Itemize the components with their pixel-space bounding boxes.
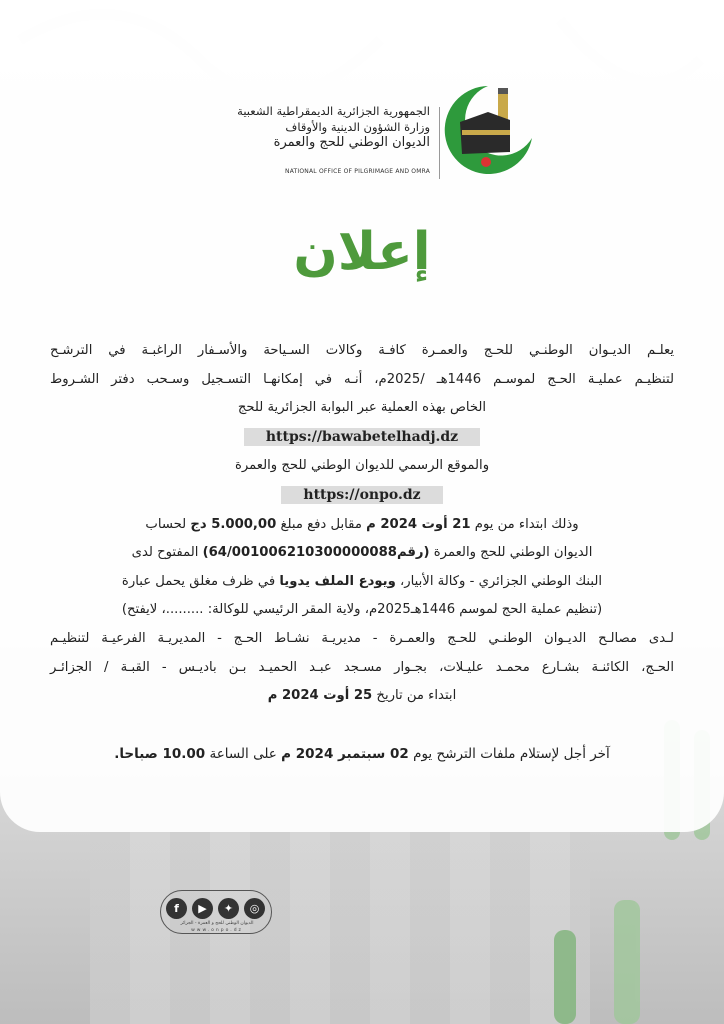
office-name-english: NATIONAL OFFICE OF PILGRIMAGE AND OMRA: [285, 168, 430, 175]
manual-deposit-note: ويودع الملف يدويا: [279, 573, 396, 589]
facebook-icon[interactable]: f: [166, 898, 187, 919]
body-line: [50, 568, 674, 597]
onpo-logo: [440, 82, 536, 178]
fee-amount: 5.000,00 دج: [190, 516, 277, 532]
deadline-notice: [0, 746, 724, 762]
body-line: والموقع الرسمي للديوان الوطني للحج والعمرة: [234, 458, 490, 474]
deadline-date: 02 سبتمبر 2024 م: [281, 746, 409, 762]
social-website: www.onpo.dz: [191, 928, 243, 933]
text: المفتوح لدى: [131, 545, 203, 561]
onpo-link[interactable]: https://onpo.dz: [281, 486, 442, 504]
deadline-time: 10.00 صباحا.: [114, 746, 206, 762]
body-line: (تنظيم عملية الحج لموسم 1446هـ2025م، ولاية المقر الرئيسي للوكالة: .........، لايفتح): [121, 602, 603, 618]
portal-link[interactable]: https://bawabetelhadj.dz: [244, 428, 480, 446]
text: مقابل دفع مبلغ: [276, 516, 367, 532]
office-name: الديوان الوطني للحج والعمرة: [273, 135, 430, 150]
ministry-name: وزارة الشؤون الدينية والأوقاف: [285, 120, 430, 134]
start-date: 21 أوت 2024 م: [366, 516, 471, 532]
social-media-badge: [160, 890, 272, 934]
text: وذلك ابتداء من يوم: [470, 516, 579, 532]
republic-name: الجمهورية الجزائرية الديمقراطية الشعبية: [237, 104, 430, 118]
text: البنك الوطني الجزائري - وكالة الأبيار،: [395, 573, 603, 589]
twitter-icon[interactable]: ✦: [218, 898, 239, 919]
body-line: [50, 539, 674, 568]
body-line: [50, 511, 674, 540]
announcement-body: [50, 337, 674, 711]
body-line: الخاص بهذه العملية عبر البوابة الجزائرية للحج: [237, 400, 487, 416]
instagram-icon[interactable]: ◎: [244, 898, 265, 919]
body-line: يعلـم الديـوان الوطنـي للحـج والعمـرة كافـة وكالات السـياحة والأسـفار الراغبـة في الترشـح: [50, 343, 674, 358]
youtube-icon[interactable]: ▶: [192, 898, 213, 919]
body-line: لتنظيـم عمليـة الحـج لموسـم 1446هـ /2025م، أنـه في إمكانهـا التسـجيل وسـحب دفتر الشـروط: [50, 371, 674, 387]
text: في ظرف مغلق يحمل عبارة: [121, 573, 280, 589]
text: لحساب: [145, 516, 191, 532]
deposit-start-date: 25 أوت 2024 م: [267, 688, 373, 704]
text: ابتداء من تاريخ: [372, 688, 457, 704]
text: الديوان الوطني للحج والعمرة: [429, 545, 593, 561]
account-number: (رقم64/001006210300000088): [202, 545, 430, 561]
body-line: لـدى مصالـح الديـوان الوطنـي للحـج والعمـرة - مديريـة نشـاط الحـج - المديريـة الفرعيـة لتنظيـم: [50, 630, 674, 646]
text: آخر أجل لإستلام ملفات الترشح يوم: [408, 746, 610, 762]
body-line: [50, 682, 674, 711]
text: على الساعة: [205, 746, 282, 762]
body-line: الحـج، الكائنـة بشـارع محمـد عليـلات، بجـوار مسـجد عبـد الحميـد بـن باديـس - القبـة / الجزائـر: [50, 659, 674, 675]
social-caption: الديوان الوطني للحج و العمرة - الجزائر: [180, 921, 254, 926]
announcement-title: إعلان: [293, 222, 431, 282]
